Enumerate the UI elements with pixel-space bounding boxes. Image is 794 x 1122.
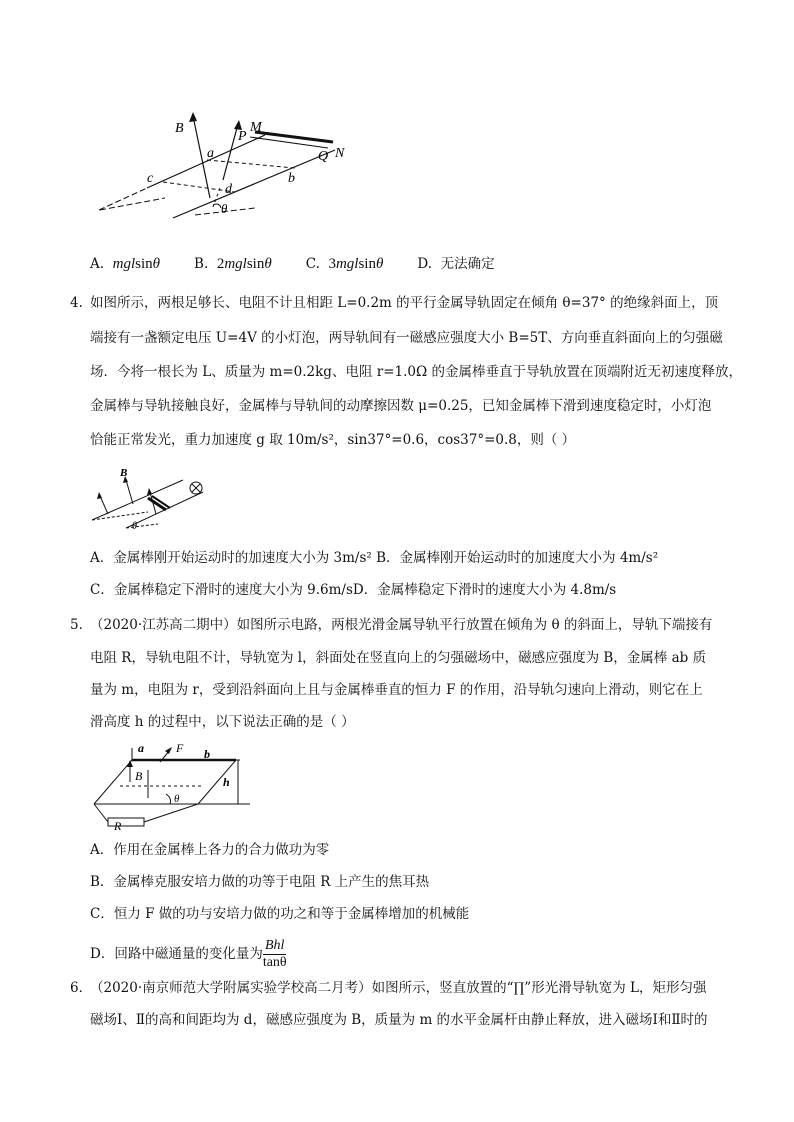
q6-number: 6．: [70, 980, 93, 996]
q4-line-3: 场．今将一根长为 L、质量为 m=0.2kg、电阻 r=1.0Ω 的金属棒垂直于导轨放置在顶端附近无初速度释放，: [90, 364, 742, 380]
fraction: $\frac{\text{Bhl}}{\tan\theta}$: [262, 938, 287, 970]
q4-line-5: 恰能正常发光，重力加速度 g 取 10m/s²，sin37°=0.6，cos37°=0.8，则（ ）: [90, 432, 576, 448]
q5-line-1: （2020·江苏高二期中）如图所示电路，两根光滑金属导轨平行放置在倾角为 θ 的斜面上，导轨下端接有: [90, 617, 713, 633]
q4-figure: [88, 462, 218, 532]
q4-options-cd[interactable]: C．金属棒稳定下滑时的速度大小为 9.6m/sD．金属棒稳定下滑时的速度大小为 4.8m/s: [90, 582, 617, 598]
label-b: b: [288, 171, 295, 186]
q5-option-b[interactable]: B．金属棒克服安培力做的功等于电阻 R 上产生的焦耳热: [90, 874, 430, 890]
q5-label-F: F: [176, 742, 184, 755]
q4-line-2: 端接有一盏额定电压 U=4V 的小灯泡，两导轨间有一磁感应强度大小 B=5T、方向垂直斜面向上的匀强磁: [90, 330, 723, 346]
q4-number: 4.: [70, 295, 83, 311]
label-Q: Q: [318, 149, 329, 164]
q5-label-theta: θ: [174, 793, 180, 805]
q6-line-1: （2020·南京师范大学附属实验学校高二月考）如图所示，竖直放置的“∏”形光滑导轨宽为 L，矩形匀强: [90, 980, 707, 996]
q4-line-4: 金属棒与导轨接触良好，金属棒与导轨间的动摩擦因数 μ=0.25，已知金属棒下滑到速度稳定时，小灯泡: [90, 398, 712, 414]
q5-label-a: a: [138, 742, 144, 755]
q5-label-B: B: [135, 769, 143, 783]
label-theta: θ: [221, 201, 228, 216]
q5-option-c[interactable]: C．恒力 F 做的功与安培力做的功之和等于金属棒增加的机械能: [90, 906, 470, 922]
label-N: N: [335, 146, 345, 161]
q5-option-a[interactable]: A．作用在金属棒上各力的合力做功为零: [90, 842, 330, 858]
label-P: P: [238, 129, 247, 144]
label-M: M: [250, 120, 262, 135]
label-a: a: [207, 146, 214, 161]
q6-line-2: 磁场Ⅰ、Ⅱ的高和间距均为 d，磁感应强度为 B，质量为 m 的水平金属杆由静止释放，进入磁场Ⅰ和Ⅱ时的: [90, 1012, 708, 1028]
q4-options-ab[interactable]: A．金属棒刚开始运动时的加速度大小为 3m/s² B．金属棒刚开始运动时的加速度大小为 4m/s²: [90, 550, 659, 566]
label-d: d: [225, 182, 232, 197]
q5-label-b: b: [204, 747, 210, 761]
q5-line-4: 滑高度 h 的过程中，以下说法正确的是（ ）: [90, 714, 355, 730]
label-c: c: [147, 171, 154, 186]
q4-label-B: B: [120, 467, 128, 479]
bar-mn: [255, 132, 333, 142]
q3-figure: [95, 110, 365, 220]
q5-label-h: h: [223, 775, 230, 789]
q3-options: [90, 252, 529, 273]
q4-line-1: 如图所示，两根足够长、电阻不计且相距 L=0.2m 的平行金属导轨固定在倾角 θ=37° 的绝缘斜面上，顶: [90, 295, 719, 311]
q3-option-b[interactable]: B. 2mglsinθ: [194, 256, 272, 272]
q5-option-d[interactable]: D．回路中磁通量的变化量为 $\frac{\text{Bhl}}{\tan\theta}$: [90, 938, 287, 970]
q3-option-d[interactable]: D. 无法确定: [417, 256, 495, 272]
q5-number: 5．: [70, 617, 93, 633]
q3-option-c[interactable]: C. 3mglsinθ: [305, 256, 384, 272]
q4-label-theta: θ: [132, 521, 137, 532]
q5-label-R: R: [114, 819, 122, 830]
label-B: B: [175, 121, 184, 136]
q5-line-2: 电阻 R，导轨电阻不计，导轨宽为 l，斜面处在竖直向上的匀强磁场中，磁感应强度为 B，金属棒 ab 质: [90, 650, 707, 666]
q5-figure: [90, 742, 250, 830]
q3-option-a[interactable]: A. mglsinθ: [90, 256, 161, 272]
q5-line-3: 量为 m，电阻为 r，受到沿斜面向上且与金属棒垂直的恒力 F 的作用，沿导轨匀速向上滑动，则它在上: [90, 682, 703, 698]
